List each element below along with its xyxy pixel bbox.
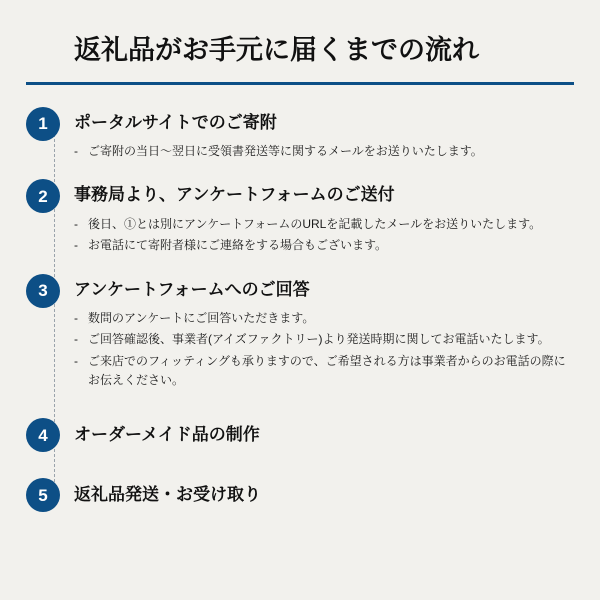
step-bullets [74, 142, 574, 161]
dash-icon: - [74, 310, 78, 325]
list-item [74, 352, 574, 389]
dash-icon: - [74, 143, 78, 158]
step-title: 返礼品発送・お受け取り [74, 485, 261, 505]
page-title: 返礼品がお手元に届くまでの流れ [74, 35, 479, 65]
dash-icon: - [74, 354, 78, 368]
list-item [74, 215, 574, 234]
bullet-text: ご来店でのフィッティングも承りますので、ご希望される方は事業者からのお電話の際にお伝えください。 [88, 354, 566, 387]
bullet-text: 数問のアンケートにご回答いただきます。 [88, 310, 315, 325]
step-content [74, 418, 574, 446]
step-item-5 [26, 478, 574, 512]
dash-icon: - [74, 238, 78, 253]
step-number-badge: 5 [26, 478, 60, 512]
step-number-badge: 1 [26, 107, 60, 141]
dash-icon: - [74, 216, 78, 231]
step-bullets [74, 309, 574, 389]
step-item-4 [26, 418, 574, 452]
step-item-3 [26, 274, 574, 392]
step-title: オーダーメイド品の制作 [74, 425, 260, 445]
step-number-badge: 2 [26, 179, 60, 213]
steps-list [26, 107, 574, 512]
step-content [74, 179, 574, 257]
step-title: 事務局より、アンケートフォームのご送付 [74, 185, 395, 205]
step-item-1 [26, 107, 574, 164]
bullet-text: ご寄附の当日〜翌日に受領書発送等に関するメールをお送りいたします。 [88, 143, 483, 158]
title-divider [26, 82, 574, 85]
step-item-2 [26, 179, 574, 257]
list-item [74, 309, 574, 328]
step-number-badge: 3 [26, 274, 60, 308]
step-content [74, 478, 574, 506]
list-item [74, 236, 574, 255]
bullet-text: お電話にて寄附者様にご連絡をする場合もございます。 [88, 238, 388, 253]
step-content [74, 107, 574, 164]
bullet-text: ご回答確認後、事業者(アイズファクトリー)より発送時期に関してお電話いたします。 [88, 332, 550, 347]
list-item [74, 142, 574, 161]
step-bullets [74, 215, 574, 255]
list-item [74, 330, 574, 349]
bullet-text: 後日、①とは別にアンケートフォームのURLを記載したメールをお送りいたします。 [88, 216, 542, 231]
step-title: アンケートフォームへのご回答 [74, 279, 310, 299]
dash-icon: - [74, 332, 78, 347]
step-content [74, 274, 574, 392]
step-number-badge: 4 [26, 418, 60, 452]
step-title: ポータルサイトでのご寄附 [74, 112, 277, 132]
